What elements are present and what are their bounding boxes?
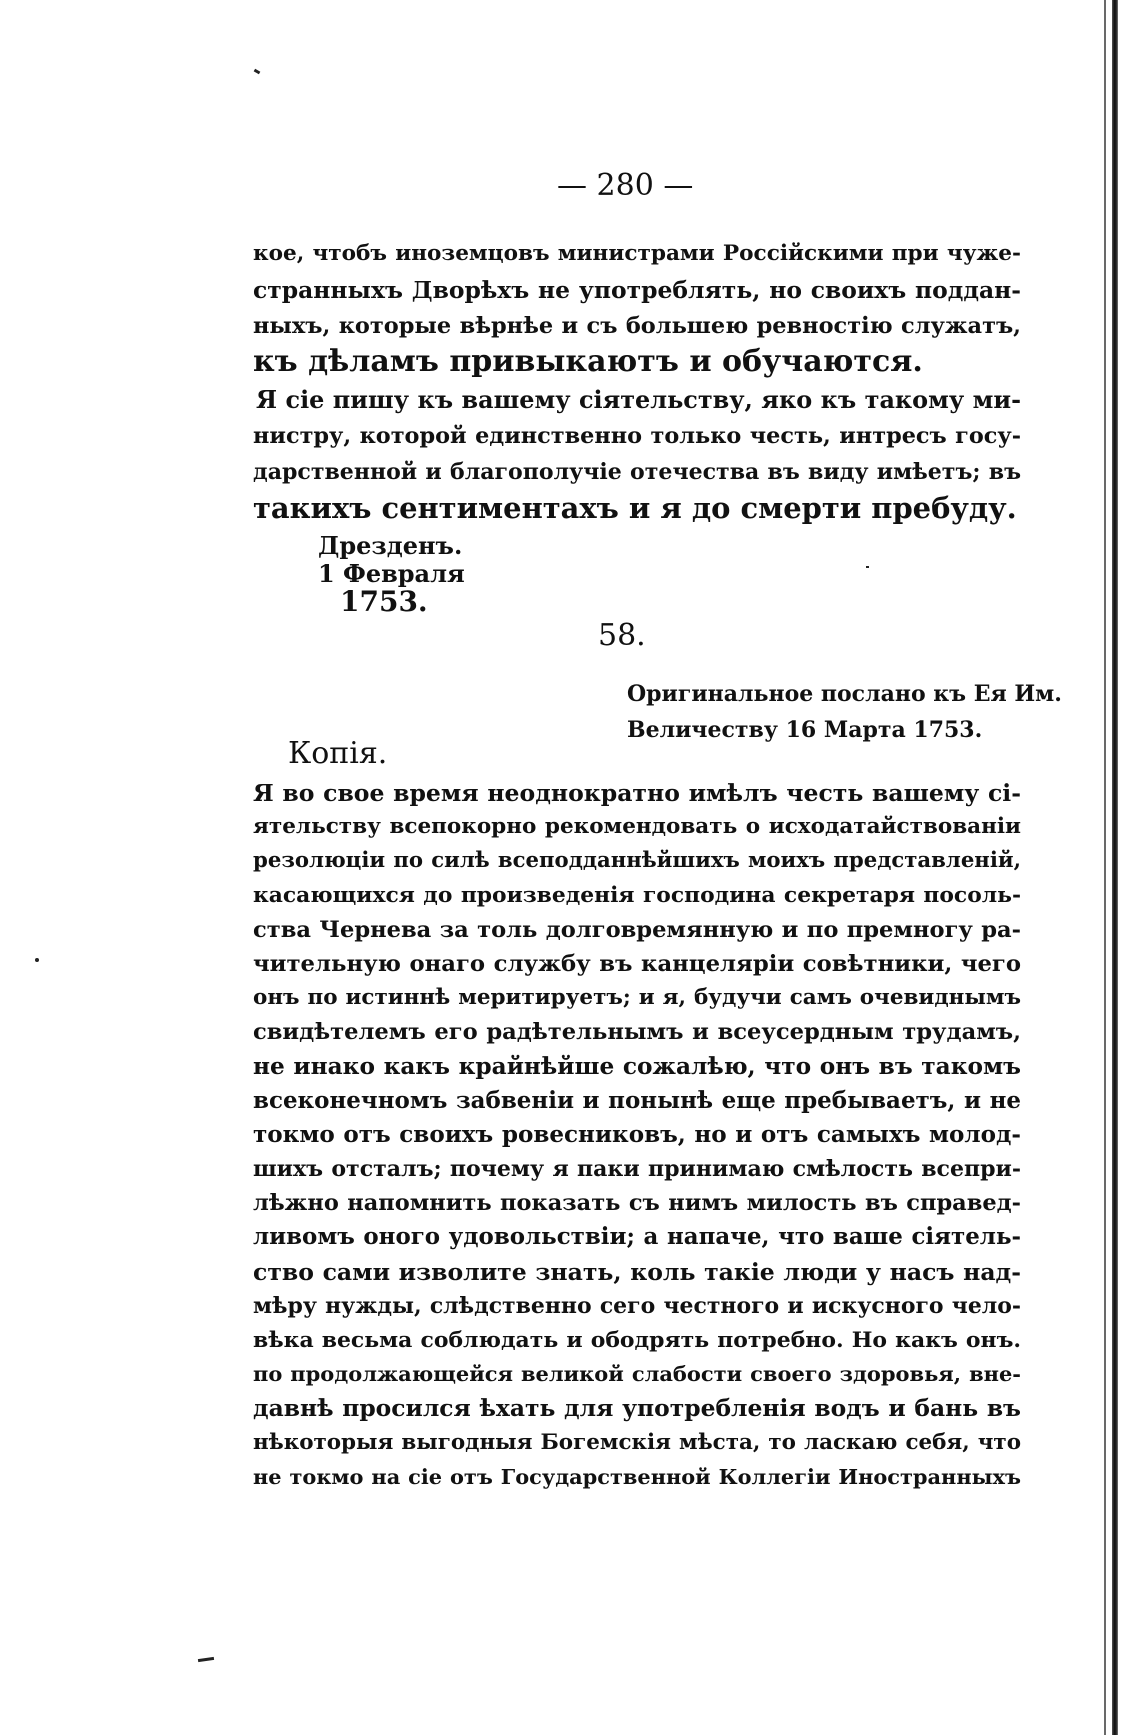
text-line: кое, чтобъ иноземцовъ министрами Россійскими при чуже- [253, 241, 1021, 266]
text-line: Я сіе пишу къ вашему сіятельству, яко къ такому ми- [256, 386, 1021, 414]
letter-body [253, 776, 1021, 1494]
ink-speck [254, 69, 261, 75]
side-note [627, 676, 1062, 748]
text-line: токмо отъ своихъ ровесниковъ, но и отъ самыхъ молод- [253, 1120, 1021, 1148]
text-line: странныхъ Дворѣхъ не употреблять, но своихъ поддан- [253, 276, 1021, 304]
text-line: Я во свое время неоднократно имѣлъ честь вашему сі- [253, 779, 1021, 807]
paragraph-continuation [253, 236, 1021, 380]
text-line: ныхъ, которые вѣрнѣе и съ большею ревностію служатъ, [253, 313, 1021, 339]
text-line: нѣкоторыя выгодныя Богемскія мѣста, то ласкаю себя, что [253, 1429, 1021, 1455]
text-line: касающихся до произведенія господина секретаря посоль- [253, 882, 1021, 908]
text-line: дарственной и благополучіе отечества въ виду имѣетъ; въ [253, 459, 1021, 485]
side-note-line: Величеству 16 Марта 1753. [627, 717, 983, 743]
text-line: ливомъ оного удовольствіи; а напаче, что ваше сіятель- [253, 1223, 1021, 1251]
document-number: 58. [598, 618, 646, 653]
text-line: такихъ сентиментахъ и я до смерти пребуду. [253, 491, 1017, 525]
text-line: свидѣтелемъ его радѣтельнымъ и всеусердным трудамъ, [253, 1019, 1021, 1046]
text-line: лѣжно напомнить показать съ нимъ милость въ справед- [253, 1190, 1021, 1217]
text-line: ятельству всепокорно рекомендовать о исходатайствованіи [253, 814, 1021, 840]
ink-speck [198, 1657, 214, 1662]
text-line: онъ по истиннѣ меритируетъ; и я, будучи самъ очевиднымъ [253, 985, 1021, 1011]
binding-edge [1112, 0, 1118, 1735]
paragraph-closing [253, 382, 1021, 526]
text-line: нистру, которой единственно только честь, интресъ госу- [253, 423, 1021, 449]
text-line: давнѣ просился ѣхать для употребленія водъ и бань въ [253, 1394, 1021, 1423]
dateline-day-month: 1 Февраля [318, 559, 465, 588]
text-line: ство сами изволите знать, коль такіе люди у насъ над- [253, 1257, 1021, 1286]
binding-edge-line [1104, 0, 1106, 1735]
ink-speck [35, 958, 39, 962]
text-line: къ дѣламъ привыкаютъ и обучаются. [253, 344, 923, 379]
text-line: ства Чернева за толь долговремянную и по премногу ра- [253, 916, 1021, 943]
page-number: — 280 — [557, 168, 694, 203]
text-line: вѣка весьма соблюдать и ободрять потребно. Но какъ онъ. [253, 1327, 1021, 1353]
text-line: всеконечномъ забвеніи и понынѣ еще пребываетъ, и не [253, 1086, 1021, 1114]
dateline-year: 1753. [340, 585, 428, 618]
letter-dateline [318, 532, 465, 616]
text-line: резолюціи по силѣ всеподданнѣйшихъ моихъ представленій, [253, 848, 1021, 874]
text-line: не токмо на сіе отъ Государственной Коллегіи Иностранныхъ [253, 1463, 1021, 1489]
copy-label: Копія. [288, 736, 388, 771]
ink-speck [866, 566, 869, 568]
side-note-line: Оригинальное послано къ Ея Им. [627, 681, 1062, 707]
text-line: не инако какъ крайнѣйше сожалѣю, что онъ въ такомъ [253, 1052, 1021, 1080]
dateline-place: Дрезденъ. [318, 531, 463, 560]
text-line: чительную онаго службу въ канцеляріи совѣтники, чего [253, 950, 1021, 977]
text-line: шихъ отсталъ; почему я паки принимаю смѣлость всепри- [253, 1156, 1021, 1183]
text-line: по продолжающейся великой слабости своего здоровья, вне- [253, 1361, 1021, 1387]
text-line: мѣру нужды, слѣдственно сего честного и искусного чело- [253, 1292, 1021, 1319]
